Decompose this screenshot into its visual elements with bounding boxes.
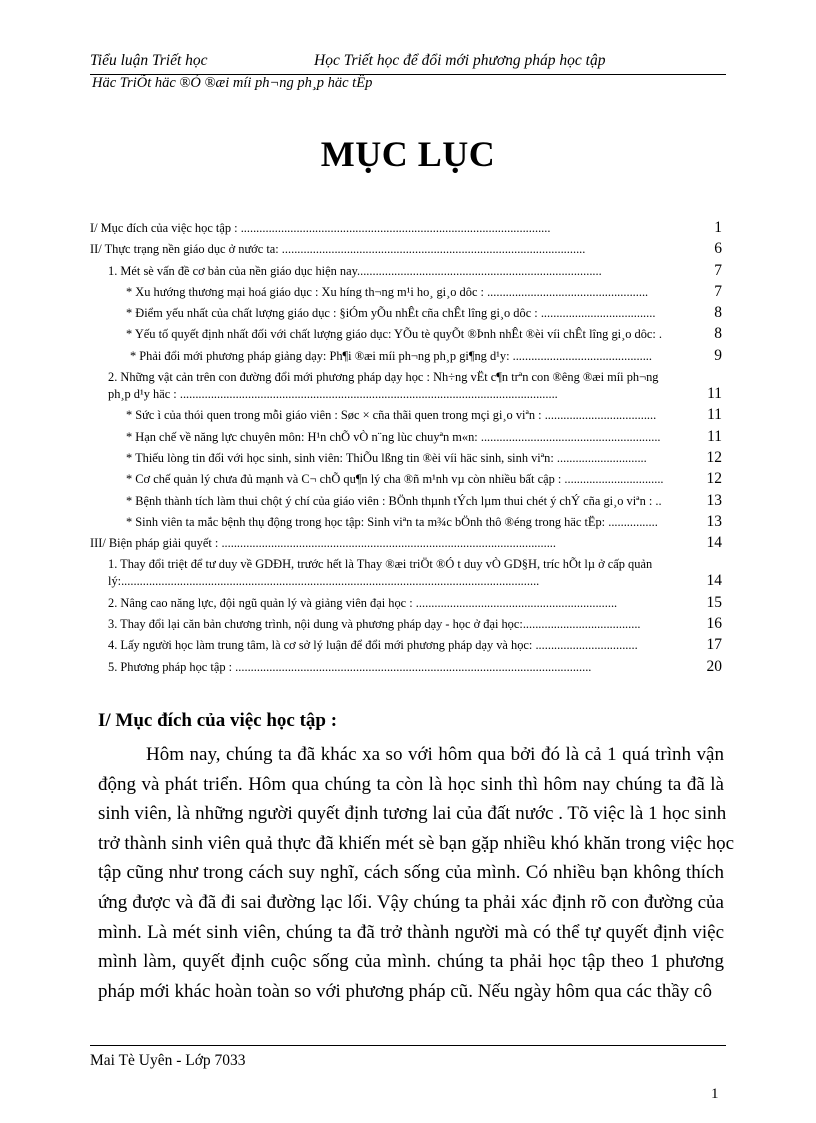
toc-entry[interactable] (90, 427, 726, 448)
toc-entry-text: * Bệnh thành tích làm thui chột ý chí của giáo viên : BÖnh thµnh tÝch lµm thui chét ý chÝ cña gi¸o viªn : .. (126, 493, 662, 508)
toc-entry-page: 8 (714, 304, 722, 322)
toc-entry[interactable] (90, 533, 726, 554)
toc-entry-page: 7 (714, 261, 722, 279)
toc-entry-page: 12 (706, 448, 722, 466)
toc-entry-text: 2. Những vật cản trên con đường đổi mới phương pháp dạy học : Nh÷ng vËt c¶n trªn con ®êng ®æi míi ph¬ng (108, 370, 659, 385)
footer-author: Mai Tè Uyên - Lớp 7033 (90, 1052, 246, 1069)
toc-entry-page: 14 (706, 572, 722, 590)
toc-entry[interactable] (90, 554, 726, 571)
body-line: ứng được và đã đi sai đường lạc lối. Vậy chúng ta phải xác định rõ con đường của (98, 891, 724, 913)
body-line: pháp mới khác hoàn toàn so với phương pháp cũ. Nếu ngày hôm qua các thầy cô (98, 980, 712, 1002)
toc-entry-page: 11 (707, 385, 722, 403)
toc-entry[interactable] (90, 469, 726, 490)
toc-entry-text: 3. Thay đổi lại căn bản chương trình, nội dung và phương pháp dạy - học ở đại học:...................................... (108, 617, 641, 632)
toc-entry[interactable] (90, 657, 726, 678)
toc-entry-page: 12 (706, 470, 722, 488)
toc-entry-text: * Yếu tố quyết định nhất đối với chất lượng giáo dục: YÕu tè quyÕt ®Þnh nhÊt ®èi víi chÊt lîng gi¸o dôc: . (126, 327, 663, 342)
toc-entry[interactable] (90, 571, 726, 592)
toc-entry-text: lý:....................................................................................................................................... (108, 574, 540, 589)
toc-entry-text: I/ Mục đích của việc học tập : .................................................................................................... (90, 221, 551, 235)
toc-entry-page: 9 (714, 346, 722, 364)
toc-entry[interactable] (90, 384, 726, 405)
toc-entry-text: 4. Lấy người học làm trung tâm, là cơ sở lý luận để đổi mới phương pháp dạy và học: ................................. (108, 638, 638, 653)
toc-entry-text: * Điểm yếu nhất của chất lượng giáo dục : §iÓm yÕu nhÊt cña chÊt lîng gi¸o dôc : ..................................... (126, 306, 656, 321)
toc-entry-text: * Thiếu lòng tin đối với học sinh, sinh viên: ThiÕu lßng tin ®èi víi häc sinh, sinh viªn: ............................. (126, 450, 647, 465)
body-line: sinh viên, là những người quyết định tương lai của đất nước . Tõ việc là 1 học sinh (98, 803, 727, 825)
toc-entry-page: 11 (707, 406, 722, 424)
toc-entry[interactable] (90, 512, 726, 533)
toc-entry-text: * Xu hướng thương mại hoá giáo dục : Xu híng th¬ng m¹i ho¸ gi¸o dôc : .................................................... (126, 284, 649, 299)
toc-entry[interactable] (90, 491, 726, 512)
toc-entry-page: 13 (706, 491, 722, 509)
toc-entry[interactable] (90, 635, 726, 656)
toc-entry-page: 1 (714, 219, 722, 236)
toc-entry[interactable] (90, 282, 726, 303)
toc-entry-page: 20 (706, 657, 722, 675)
toc-entry-page: 16 (706, 615, 722, 633)
toc-entry-page: 8 (714, 325, 722, 343)
page-number: 1 (711, 1086, 719, 1102)
header-left-title: Tiểu luận Triết học (90, 52, 208, 69)
toc-entry[interactable] (90, 239, 726, 260)
toc-entry[interactable] (90, 614, 726, 635)
toc-entry-page: 15 (706, 593, 722, 611)
toc-entry-text: 2. Nâng cao năng lực, đội ngũ quản lý và giảng viên đại học : ................................................................. (108, 595, 618, 610)
toc-entry-page: 17 (706, 636, 722, 654)
body-paragraph (98, 740, 735, 1006)
toc-entry-page: 13 (706, 512, 722, 530)
toc-entry-text: 5. Phương pháp học tập : ................................................................................................................... (108, 659, 592, 674)
table-of-contents (90, 218, 726, 678)
body-line: tập cũng như trong cách suy nghĩ, cách sống của mình. Có nhiều bạn không thích (98, 862, 724, 884)
toc-entry-text: * Sức ì của thói quen trong mỗi giáo viên : Søc × cña thãi quen trong mçi gi¸o viªn : .................................... (126, 408, 657, 423)
toc-entry[interactable] (90, 303, 726, 324)
section-heading: I/ Mục đích của việc học tập : (98, 710, 338, 731)
toc-entry[interactable] (90, 405, 726, 426)
toc-entry[interactable] (90, 367, 726, 384)
header-right-title: Học Triết học để đổi mới phương pháp học tập (314, 52, 606, 69)
toc-entry[interactable] (90, 324, 726, 345)
toc-entry-text: 1. Mét sè vấn đề cơ bản của nền giáo dục hiện nay............................................................................... (108, 263, 602, 278)
toc-entry-page: 11 (707, 427, 722, 445)
toc-entry[interactable] (90, 593, 726, 614)
toc-entry-text: * Cơ chế quản lý chưa đủ mạnh và C¬ chÕ qu¶n lý cha ®ñ m¹nh vµ còn nhiều bất cập : ................................ (126, 472, 664, 487)
toc-title: MỤC LỤC (320, 134, 496, 174)
footer-divider (90, 1045, 726, 1046)
header-garbled-subtitle: Häc TriÕt häc ®Ó ®æi míi ph¬ng ph¸p häc tËp (92, 75, 373, 91)
toc-entry-text: ph¸p d¹y häc : .......................................................................................................................... (108, 387, 558, 402)
toc-entry[interactable] (90, 448, 726, 469)
toc-entry-page: 14 (706, 534, 722, 552)
body-line: Hôm nay, chúng ta đã khác xa so với hôm qua bởi đó là cả 1 quá trình vận (146, 744, 724, 765)
toc-entry-text: * Sinh viên ta mắc bệnh thụ động trong học tập: Sinh viªn ta m¾c bÖnh thô ®éng trong häc tËp: ................ (126, 514, 658, 529)
toc-entry-text: 1. Thay đổi triệt để tư duy về GDĐH, trước hết là Thay ®æi triÖt ®Ó t duy vÒ GD§H, tríc hÕt lµ ở cấp quản (108, 557, 653, 572)
toc-entry-text: III/ Biện pháp giải quyết : ............................................................................................................ (90, 536, 556, 551)
toc-entry-page: 7 (714, 282, 722, 300)
toc-entry-text: II/ Thực trạng nền giáo dục ở nước ta: .................................................................................................. (90, 242, 586, 257)
toc-entry-text: * Phải đổi mới phương pháp giảng dạy: Ph¶i ®æi míi ph¬ng ph¸p gi¶ng d¹y: ............................................. (130, 348, 653, 363)
toc-entry-page: 6 (714, 240, 722, 258)
toc-entry[interactable] (90, 346, 726, 367)
body-line: mình làm, quyết định cuộc sống của mình. chúng ta phải học tập theo 1 phương (98, 951, 724, 973)
body-line: trở thành sinh viên quả thực đã khiến mét sè bạn gặp nhiều khó khăn trong việc học (98, 832, 735, 854)
body-line: mình. Là mét sinh viên, chúng ta đã trở thành người mà có thể tự quyết định việc (98, 921, 724, 943)
toc-entry-text: * Hạn chế về năng lực chuyên môn: H¹n chÕ vÒ n¨ng lùc chuyªn m«n: .......................................................... (126, 429, 661, 444)
toc-entry[interactable] (90, 218, 726, 239)
toc-entry[interactable] (90, 261, 726, 282)
body-line: động và phát triển. Hôm qua chúng ta còn là học sinh thì hôm nay chúng ta đã là (98, 773, 724, 795)
